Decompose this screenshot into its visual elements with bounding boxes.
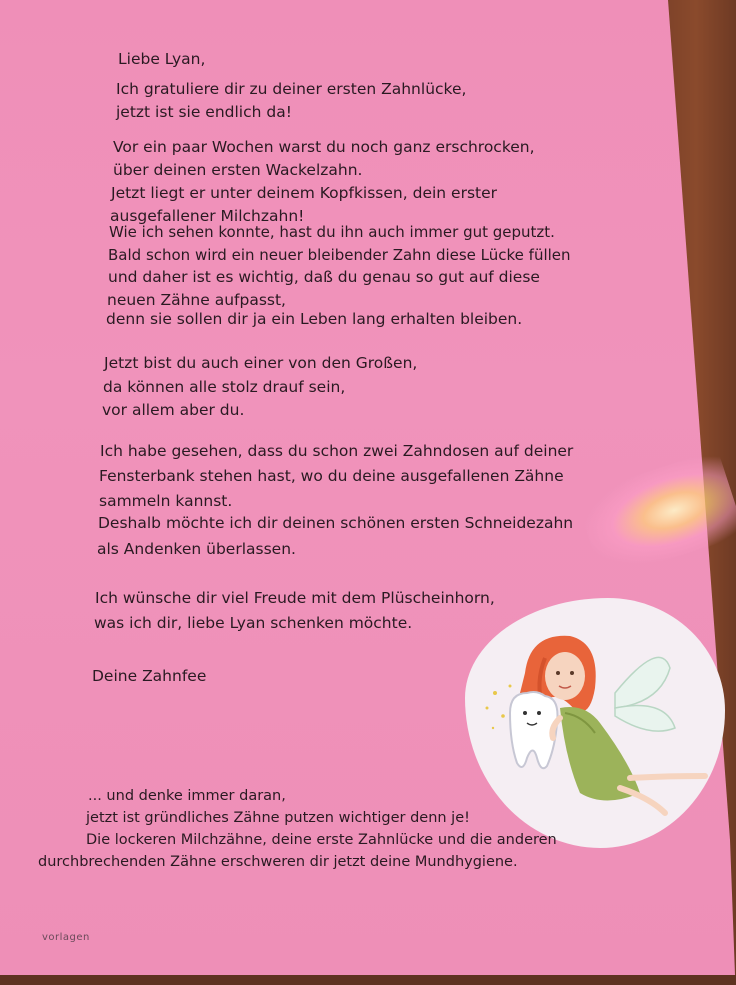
postscript-line: ... und denke immer daran,: [88, 788, 286, 804]
letter-line: Wie ich sehen konnte, hast du ihn auch immer gut geputzt.: [109, 223, 555, 241]
postscript-line: jetzt ist gründliches Zähne putzen wichtiger denn je!: [86, 810, 470, 826]
letter-line: da können alle stolz drauf sein,: [103, 378, 346, 396]
greeting: Liebe Lyan,: [118, 50, 206, 68]
letter-line: Jetzt liegt er unter deinem Kopfkissen, dein erster: [111, 184, 498, 202]
letter-line: sammeln kannst.: [99, 492, 233, 510]
letter-line: Jetzt bist du auch einer von den Großen,: [104, 354, 418, 372]
letter-line: und daher ist es wichtig, daß du genau so gut auf diese: [108, 268, 540, 286]
letter-line: Vor ein paar Wochen warst du noch ganz erschrocken,: [113, 138, 535, 156]
letter-line: Ich habe gesehen, dass du schon zwei Zahndosen auf deiner: [100, 442, 574, 460]
watermark: vorlagen: [42, 932, 90, 943]
letter-line: denn sie sollen dir ja ein Leben lang erhalten bleiben.: [106, 310, 523, 328]
signature: Deine Zahnfee: [92, 667, 207, 685]
letter-line: Bald schon wird ein neuer bleibender Zahn diese Lücke füllen: [108, 246, 571, 264]
letter-line: Deshalb möchte ich dir deinen schönen ersten Schneidezahn: [98, 514, 574, 532]
table-surface: [0, 975, 736, 985]
postscript-line: durchbrechenden Zähne erschweren dir jetzt deine Mundhygiene.: [38, 854, 518, 870]
letter-line: über deinen ersten Wackelzahn.: [113, 161, 363, 179]
letter-line: neuen Zähne aufpasst,: [107, 291, 286, 309]
letter-line: ausgefallener Milchzahn!: [110, 207, 305, 225]
postscript-line: Die lockeren Milchzähne, deine erste Zahnlücke und die anderen: [86, 832, 557, 848]
letter-line: jetzt ist sie endlich da!: [116, 103, 292, 121]
letter-line: als Andenken überlassen.: [97, 540, 296, 558]
letter-line: was ich dir, liebe Lyan schenken möchte.: [94, 614, 413, 632]
letter-line: Fensterbank stehen hast, wo du deine ausgefallenen Zähne: [99, 467, 564, 485]
letter-line: vor allem aber du.: [102, 401, 245, 419]
letter-line: Ich gratuliere dir zu deiner ersten Zahnlücke,: [116, 80, 467, 98]
letter-line: Ich wünsche dir viel Freude mit dem Plüscheinhorn,: [95, 589, 495, 607]
